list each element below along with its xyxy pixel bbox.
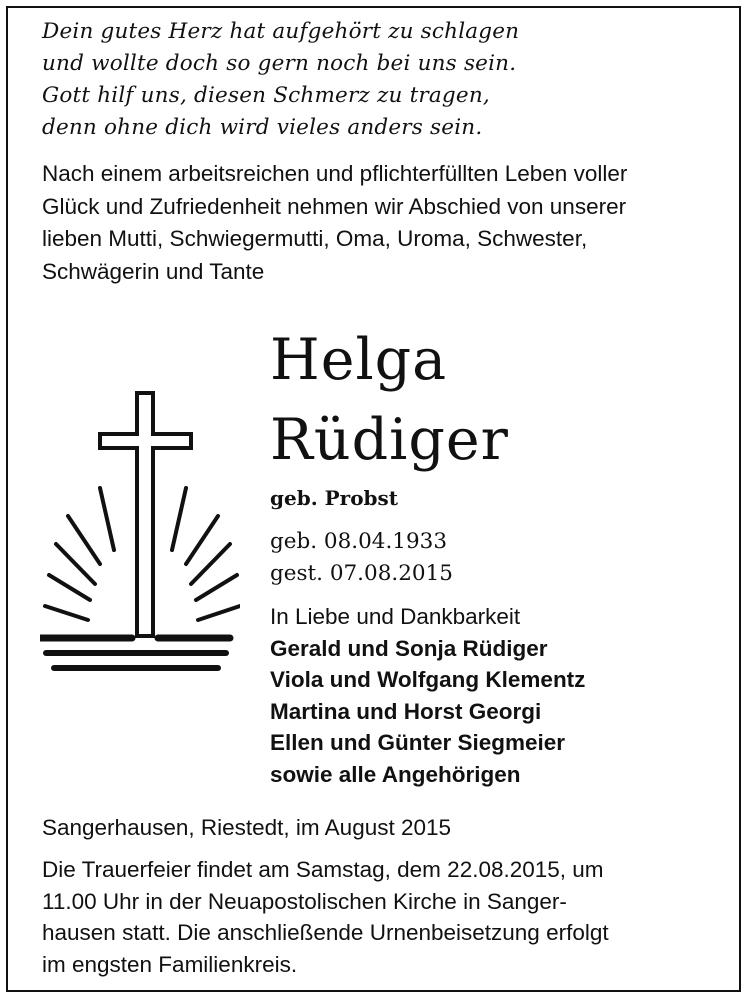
sun-ray (49, 575, 90, 600)
life-dates (270, 526, 453, 590)
mourner-name: Gerald und Sonja Rüdiger (270, 635, 548, 661)
mourner-name: Ellen und Günter Siegmeier (270, 730, 566, 755)
poem (42, 16, 682, 144)
poem-line: und wollte doch so gern noch bei uns sein. (42, 51, 517, 76)
sun-ray (196, 575, 237, 600)
intro-line: Nach einem arbeitsreichen und pflichterfüllten Leben voller (42, 161, 628, 186)
cross-with-rising-sun-icon (40, 388, 240, 693)
cross-shape (100, 393, 191, 636)
intro-line: Schwägerin und Tante (42, 258, 265, 284)
sun-ray (186, 516, 218, 564)
service-line: Die Trauerfeier findet am Samstag, dem 22.08.2015, um (42, 857, 604, 882)
mourners-intro: In Liebe und Dankbarkeit (270, 604, 521, 629)
mourner-name: Martina und Horst Georgi (270, 698, 542, 724)
service-line: im engsten Familienkreis. (42, 951, 298, 977)
intro-line: lieben Mutti, Schwiegermutti, Oma, Uroma, Schwester, (42, 226, 588, 251)
poem-line: Gott hilf uns, diesen Schmerz zu tragen, (42, 83, 490, 108)
first-name: Helga (270, 327, 448, 393)
sun-ray (100, 488, 114, 550)
place-and-date: Sangerhausen, Riestedt, im August 2015 (42, 815, 452, 840)
service-line: 11.00 Uhr in der Neuapostolischen Kirche in Sanger- (42, 888, 567, 914)
service-line: hausen statt. Die anschließende Urnenbeisetzung erfolgt (42, 920, 609, 945)
emblem-graphic (40, 388, 240, 688)
mourner-name: sowie alle Angehörigen (270, 761, 521, 787)
sun-ray (172, 488, 186, 550)
mourner-name: Viola und Wolfgang Klementz (270, 667, 586, 692)
intro-text (42, 158, 722, 288)
sun-ray (198, 606, 240, 620)
sun-ray (45, 606, 88, 620)
poem-line: Dein gutes Herz hat aufgehört zu schlagen (42, 19, 520, 44)
service-info (42, 854, 722, 980)
poem-line: denn ohne dich wird vieles anders sein. (42, 115, 483, 140)
intro-line: Glück und Zufriedenheit nehmen wir Abschied von unserer (42, 193, 627, 219)
deceased-name (270, 320, 509, 480)
birth-date: geb. 08.04.1933 (270, 529, 448, 554)
sun-ray (68, 516, 100, 564)
death-date: gest. 07.08.2015 (270, 561, 453, 586)
mourners-block (270, 601, 585, 790)
maiden-name: geb. Probst (270, 486, 399, 510)
last-name: Rüdiger (270, 407, 509, 473)
